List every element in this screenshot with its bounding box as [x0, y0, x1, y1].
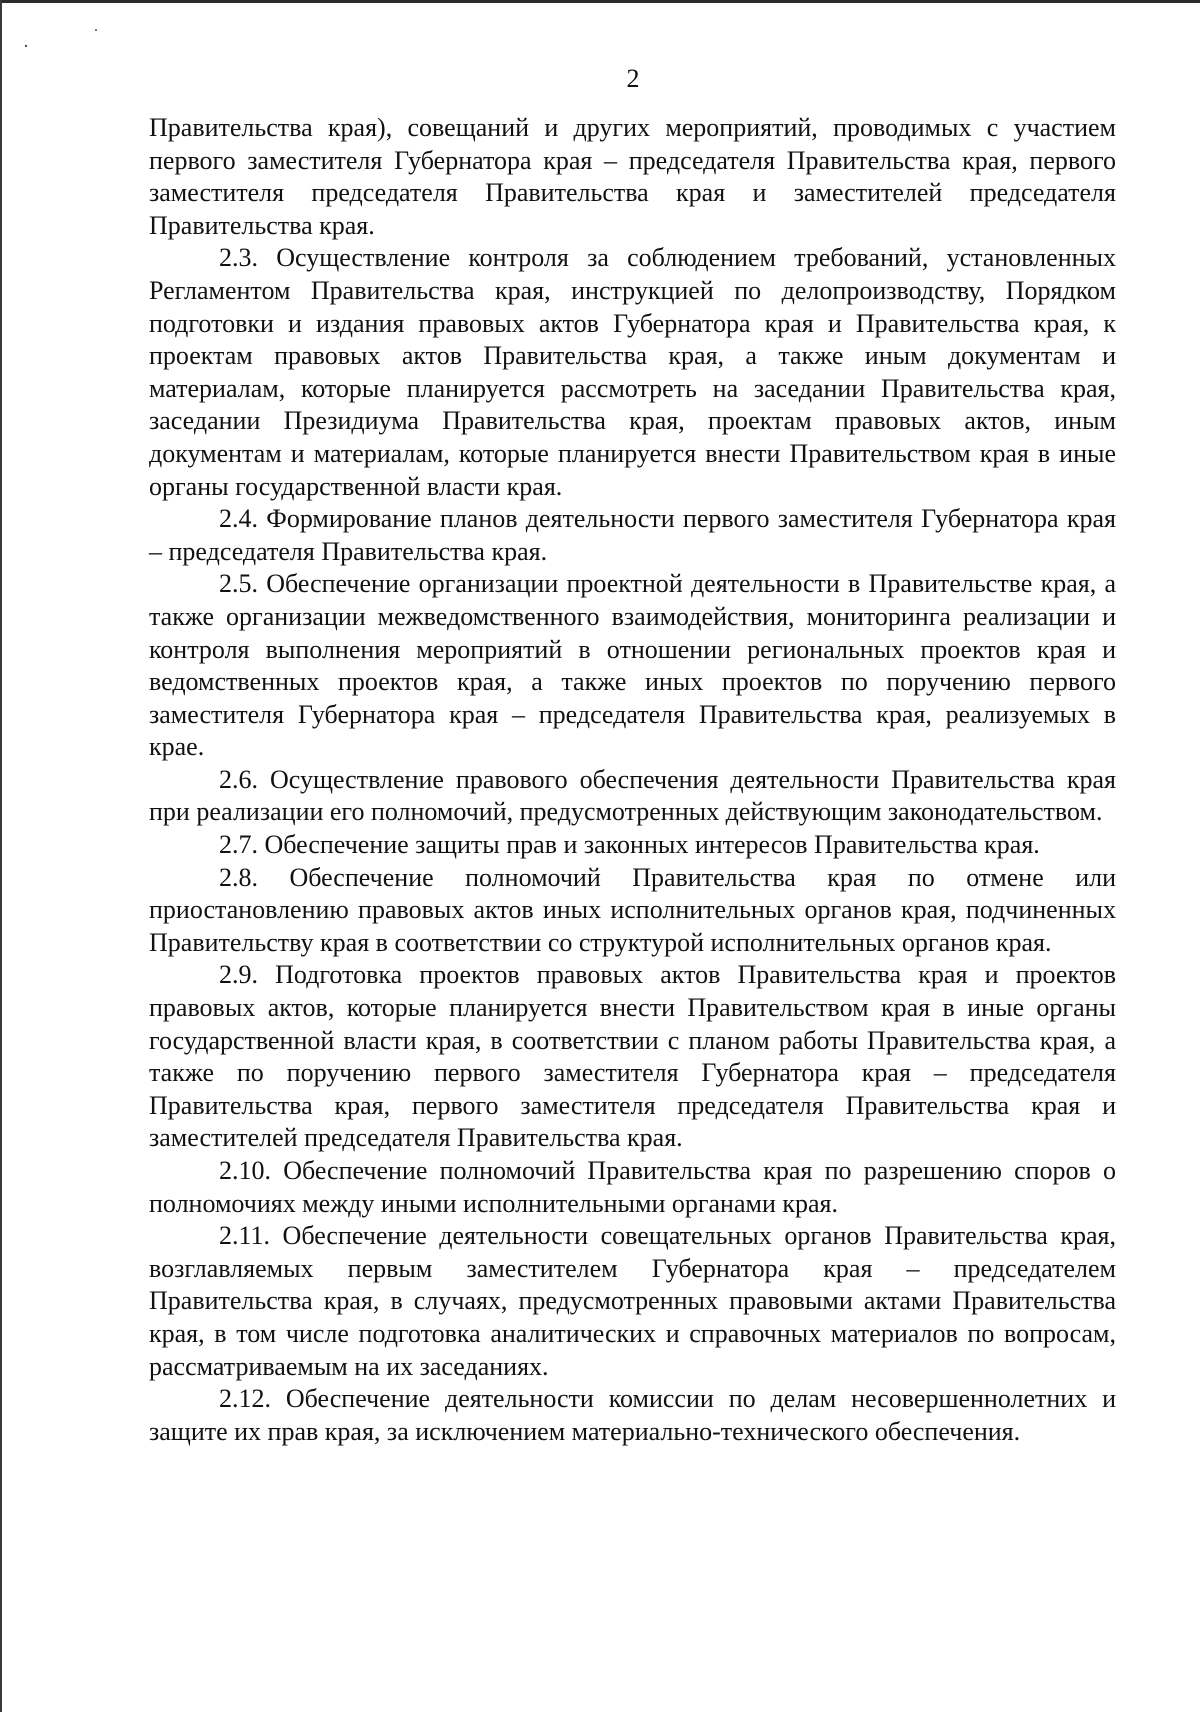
- continued-paragraph: Правительства края), совещаний и других мероприятий, проводимых с участием первого заместителя Губернатора края – председателя Правительства края, первого заместителя председателя Правительства края и заместителей председателя Правительства края.: [149, 113, 1116, 240]
- page-number: 2: [626, 64, 640, 93]
- section-paragraph: 2.9. Подготовка проектов правовых актов Правительства края и проектов правовых актов, которые планируется внести Правительством края в иные органы государственной власти края, в соответствии с планом работы Правительства края, а также по поручению первого заместителя Губернатора края – председателя Правительства края, первого заместителя председателя Правительства края и заместителей председателя Правительства края.: [149, 960, 1116, 1153]
- section-paragraph: 2.5. Обеспечение организации проектной деятельности в Правительстве края, а также организации межведомственного взаимодействия, мониторинга реализации и контроля выполнения мероприятий в отношении региональных проектов края и ведомственных проектов края, а также иных проектов по поручению первого заместителя Губернатора края – председателя Правительства края, реализуемых в крае.: [149, 569, 1116, 762]
- section-paragraph: 2.10. Обеспечение полномочий Правительства края по разрешению споров о полномочиях между иными исполнительными органами края.: [149, 1156, 1116, 1218]
- document-body: [149, 112, 1116, 1448]
- section-paragraph: 2.3. Осуществление контроля за соблюдением требований, установленных Регламентом Правительства края, инструкцией по делопроизводству, Порядком подготовки и издания правовых актов Губернатора края и Правительства края, к проектам правовых актов Правительства края, а также иным документам и материалам, которые планируется рассмотреть на заседании Правительства края, заседании Президиума Правительства края, проектам правовых актов, иным документам и материалам, которые планируется внести Правительством края в иные органы государственной власти края.: [149, 243, 1116, 501]
- section-paragraph: 2.4. Формирование планов деятельности первого заместителя Губернатора края – председателя Правительства края.: [149, 504, 1116, 566]
- section-paragraph: 2.7. Обеспечение защиты прав и законных интересов Правительства края.: [219, 830, 1040, 860]
- section-paragraph: 2.12. Обеспечение деятельности комиссии по делам несовершеннолетних и защите их прав края, за исключением материально-технического обеспечения.: [149, 1384, 1116, 1446]
- section-paragraph: 2.6. Осуществление правового обеспечения деятельности Правительства края при реализации его полномочий, предусмотренных действующим законодательством.: [149, 764, 1116, 827]
- section-paragraph: 2.8. Обеспечение полномочий Правительства края по отмене или приостановлению правовых актов иных исполнительных органов края, подчиненных Правительству края в соответствии со структурой исполнительных органов края.: [149, 862, 1116, 957]
- scan-left-edge: [0, 0, 2, 1712]
- section-paragraph: 2.11. Обеспечение деятельности совещательных органов Правительства края, возглавляемых первым заместителем Губернатора края – председателем Правительства края, в случаях, предусмотренных правовыми актами Правительства края, в том числе подготовка аналитических и справочных материалов по вопросам, рассматриваемым на их заседаниях.: [149, 1221, 1116, 1381]
